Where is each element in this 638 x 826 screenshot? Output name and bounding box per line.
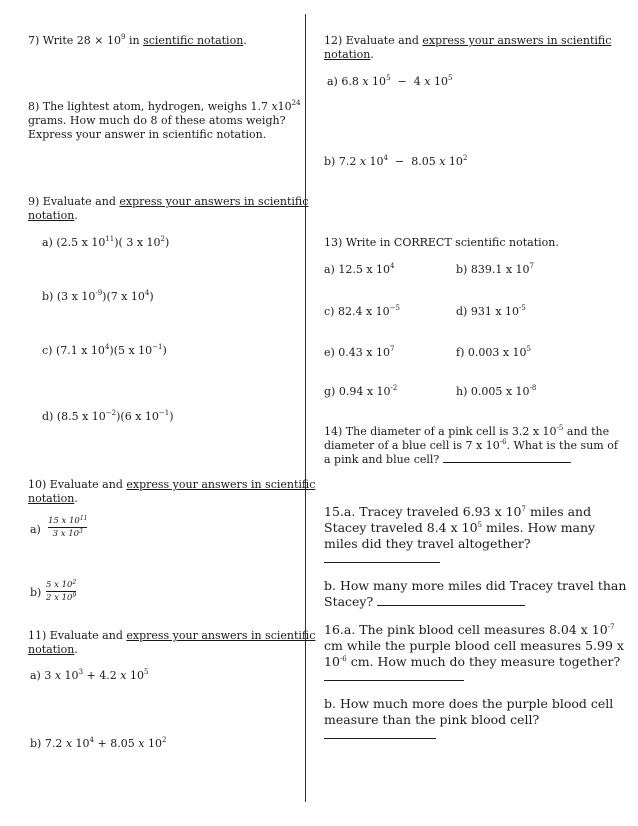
q9b-exp1: -9 xyxy=(95,289,103,297)
q13-item-b xyxy=(456,262,534,277)
q15b-text: Stacey? xyxy=(324,594,378,609)
q9-intro-text: 9) Evaluate and xyxy=(28,195,120,208)
q13b-text: b) 839.1 x 10 xyxy=(456,263,530,276)
q13-item-a xyxy=(324,262,395,277)
q11a-x1: x xyxy=(54,669,62,682)
question-9-intro-line-2 xyxy=(28,208,78,223)
q10-part-a-label: a) xyxy=(30,523,41,536)
q9c-text: c) (7.1 x 10 xyxy=(42,344,105,357)
q9d-exp2: −1 xyxy=(158,409,170,417)
q11b-operator: + xyxy=(94,737,111,750)
q14-text-2b: . What is the sum of xyxy=(506,439,618,452)
question-15a-line-3: miles did they travel altogether? xyxy=(324,536,531,551)
q12a-exp2: 5 xyxy=(447,74,453,82)
q12a-operator: − xyxy=(390,75,414,88)
q9d-text: d) (8.5 x 10 xyxy=(42,410,106,423)
question-7 xyxy=(28,33,247,48)
q11b-x2: x xyxy=(138,737,145,750)
q10b-num-text: 5 x 10 xyxy=(46,580,73,590)
q13h-text: h) 0.005 x 10 xyxy=(456,385,530,398)
q12a-base2: 10 xyxy=(430,75,448,88)
q16-text-3b: cm. How much do they measure together? xyxy=(346,654,621,669)
q16-exp-1: -7 xyxy=(607,623,615,631)
q9b-exp2: 4 xyxy=(144,289,150,297)
q10a-den-text: 3 x 10 xyxy=(52,529,80,539)
q12b-x1: x xyxy=(359,155,367,168)
q12b-coef: b) 7.2 xyxy=(324,155,360,168)
q9a-text: a) (2.5 x 10 xyxy=(42,236,106,249)
q13-item-g xyxy=(324,384,397,399)
q13-item-e xyxy=(324,345,394,360)
q11b-base1: 10 xyxy=(72,737,90,750)
q7-underlined-text: scientific notation xyxy=(143,34,244,47)
q13g-exp: -2 xyxy=(390,384,398,392)
q10b-den-text: 2 x 10 xyxy=(46,593,73,603)
q9a-close: ) xyxy=(165,236,170,249)
q16-exp-3: -6 xyxy=(339,655,347,663)
q12a-exp1: 5 xyxy=(386,74,391,82)
q12-underlined-notation: notation xyxy=(324,48,371,61)
question-8-line-1 xyxy=(28,99,301,114)
q12b-x2: x xyxy=(439,155,446,168)
q13b-exp: 7 xyxy=(529,262,534,270)
q12b-base1: 10 xyxy=(366,155,384,168)
q13-item-f xyxy=(456,345,531,360)
q16a-answer-blank[interactable] xyxy=(324,670,464,681)
q16-text-3: 10 xyxy=(324,654,340,669)
q9d-close: ) xyxy=(169,410,174,423)
q10a-num-text: 15 x 10 xyxy=(48,516,80,526)
question-10-intro xyxy=(28,477,315,492)
q9-part-d xyxy=(42,409,174,424)
q9b-mid: )(7 x 10 xyxy=(102,290,145,303)
q13g-text: g) 0.94 x 10 xyxy=(324,385,391,398)
q10-part-b-fraction xyxy=(46,580,76,603)
question-11-intro xyxy=(28,628,315,643)
q11b-base2: 10 xyxy=(144,737,162,750)
q7-text-mid: in xyxy=(125,34,144,47)
question-13-intro: 13) Write in CORRECT scientific notation. xyxy=(324,236,559,249)
question-16a-line-2: cm while the purple blood cell measures 5.99 x xyxy=(324,638,624,653)
q9c-close: ) xyxy=(162,344,167,357)
q11b-x1: x xyxy=(65,737,73,750)
q12b-exp1: 4 xyxy=(383,154,389,162)
question-16a-line-1 xyxy=(324,622,615,638)
q9b-close: ) xyxy=(149,290,154,303)
question-10-intro-line-2 xyxy=(28,491,78,506)
q10b-den-exp: 9 xyxy=(72,592,77,599)
q12a-coef: a) 6.8 xyxy=(327,75,363,88)
q11a-exp2: 5 xyxy=(143,668,149,676)
q9c-exp1: 4 xyxy=(104,343,110,351)
q15-text-2b: miles. How many xyxy=(482,520,596,535)
q10-period: . xyxy=(74,492,78,505)
q10b-denominator xyxy=(46,593,76,603)
q14-text-1b: and the xyxy=(563,425,610,438)
q12a-coef2: 4 xyxy=(413,75,425,88)
q7-text: 7) Write 28 × 10 xyxy=(28,34,122,47)
q11a-base2: 10 xyxy=(126,669,144,682)
question-15b-line-1: b. How many more miles did Tracey travel than xyxy=(324,578,627,593)
q13d-exp: -5 xyxy=(519,304,526,312)
q9c-exp2: −1 xyxy=(152,343,163,351)
q16b-answer-blank[interactable] xyxy=(324,728,436,739)
q13f-exp: 5 xyxy=(526,345,532,353)
q11b-coef: b) 7.2 xyxy=(30,737,66,750)
question-8-line-3: Express your answer in scientific notation. xyxy=(28,128,267,141)
q11a-operator: + xyxy=(83,669,100,682)
q12a-x1: x xyxy=(362,75,369,88)
q14-exp-2: -6 xyxy=(499,438,507,446)
q11a-base1: 10 xyxy=(61,669,79,682)
q11-underlined-notation: notation xyxy=(28,643,75,656)
q10-intro-text: 10) Evaluate and xyxy=(28,478,127,491)
q11a-exp1: 3 xyxy=(78,668,84,676)
q10b-num-exp: 2 xyxy=(72,579,77,586)
q10a-num-exp: 11 xyxy=(79,515,88,522)
q13h-exp: -8 xyxy=(529,384,537,392)
q9-part-b xyxy=(42,289,154,304)
q13f-text: f) 0.003 x 10 xyxy=(456,346,527,359)
question-16a-line-3 xyxy=(324,654,620,670)
q7-period: . xyxy=(243,34,247,47)
q12b-operator: − xyxy=(388,155,412,168)
q10-underlined-notation: notation xyxy=(28,492,75,505)
q10a-numerator xyxy=(48,516,87,526)
q9-period: . xyxy=(74,209,78,222)
q12a-x2: x xyxy=(424,75,431,88)
column-divider xyxy=(305,14,306,802)
q9-underlined-text: express your answers in scientific xyxy=(119,195,309,208)
question-9-intro xyxy=(28,194,308,209)
question-8-line-2: grams. How much do 8 of these atoms weigh? xyxy=(28,114,286,127)
q10a-denominator xyxy=(53,529,83,539)
q13-item-c xyxy=(324,304,400,319)
q11b-exp2: 2 xyxy=(161,736,167,744)
q10a-den-exp: 3 xyxy=(79,528,83,535)
q14-text-1: 14) The diameter of a pink cell is 3.2 x 10 xyxy=(324,425,557,438)
q15-text-1b: miles and xyxy=(525,504,592,519)
q12b-coef2: 8.05 xyxy=(411,155,440,168)
q7-exponent: 9 xyxy=(121,33,126,41)
q13-item-h xyxy=(456,384,536,399)
q8-base: 10 xyxy=(277,100,292,113)
question-14-line-2 xyxy=(324,438,618,453)
q9d-exp1: −2 xyxy=(105,409,117,417)
q11-part-a xyxy=(30,668,148,683)
q14-exp-1: -5 xyxy=(556,424,564,432)
q9-part-a xyxy=(42,235,169,250)
q9-part-c xyxy=(42,343,167,358)
q8-text: 8) The lightest atom, hydrogen, weighs 1.7 xyxy=(28,100,272,113)
q9d-mid: )(6 x 10 xyxy=(116,410,159,423)
q15-text-1: 15.a. Tracey traveled 6.93 x 10 xyxy=(324,504,522,519)
q14-answer-blank[interactable] xyxy=(443,452,571,463)
q13c-text: c) 82.4 x 10 xyxy=(324,305,390,318)
question-11-intro-line-2 xyxy=(28,642,78,657)
q9-underlined-notation: notation xyxy=(28,209,75,222)
q11a-coef: a) 3 xyxy=(30,669,55,682)
q10b-numerator xyxy=(46,580,76,590)
q15b-answer-blank[interactable] xyxy=(377,595,525,606)
question-14-line-1 xyxy=(324,424,609,439)
q13e-exp: 7 xyxy=(389,345,395,353)
q13a-text: a) 12.5 x 10 xyxy=(324,263,391,276)
q10-part-a-fraction xyxy=(48,516,87,539)
q15a-answer-blank[interactable] xyxy=(324,552,440,563)
question-15a-line-2 xyxy=(324,520,595,536)
q14-text-3: a pink and blue cell? xyxy=(324,453,443,466)
q11-underlined-text: express your answers in scientific xyxy=(126,629,316,642)
q15-text-2: Stacey traveled 8.4 x 10 xyxy=(324,520,478,535)
question-12-intro-line-2 xyxy=(324,47,374,62)
q14-text-2: diameter of a blue cell is 7 x 10 xyxy=(324,439,500,452)
q13c-exp: −5 xyxy=(389,304,400,312)
question-15b-line-2 xyxy=(324,594,525,610)
q11-intro-text: 11) Evaluate and xyxy=(28,629,127,642)
q16-text-1: 16.a. The pink blood cell measures 8.04 x 10 xyxy=(324,622,608,637)
q9c-mid: )(5 x 10 xyxy=(109,344,153,357)
q9b-text: b) (3 x 10 xyxy=(42,290,96,303)
q12-part-a xyxy=(327,74,452,89)
q10-part-b-label: b) xyxy=(30,586,42,599)
question-15a-line-1 xyxy=(324,504,591,520)
q11a-coef2: 4.2 xyxy=(99,669,121,682)
question-14-line-3 xyxy=(324,452,571,467)
q12-period: . xyxy=(370,48,374,61)
q9a-exp1: 11 xyxy=(105,235,115,243)
q12b-exp2: 2 xyxy=(462,154,468,162)
q13a-exp: 4 xyxy=(390,262,395,270)
q12-intro-text: 12) Evaluate and xyxy=(324,34,423,47)
q11-part-b xyxy=(30,736,166,751)
q13-item-d xyxy=(456,304,526,319)
q11-period: . xyxy=(74,643,78,656)
q8-exponent: 24 xyxy=(291,99,301,107)
q12-underlined-text: express your answers in scientific xyxy=(422,34,612,47)
q15-exp-1: 7 xyxy=(521,505,526,513)
q13e-text: e) 0.43 x 10 xyxy=(324,346,390,359)
q11b-exp1: 4 xyxy=(89,736,95,744)
q9a-exp2: 2 xyxy=(160,235,165,243)
q10-underlined-text: express your answers in scientific xyxy=(126,478,316,491)
question-12-intro xyxy=(324,33,611,48)
question-16b-line-1: b. How much more does the purple blood cell xyxy=(324,696,614,711)
q12b-base2: 10 xyxy=(445,155,463,168)
q9a-mid: )( 3 x 10 xyxy=(114,236,161,249)
q11b-coef2: 8.05 xyxy=(110,737,139,750)
q8-times-x: x xyxy=(271,100,278,113)
q15-exp-2: 5 xyxy=(477,521,483,529)
q12a-base1: 10 xyxy=(368,75,387,88)
q12-part-b xyxy=(324,154,467,169)
question-16b-line-2: measure than the pink blood cell? xyxy=(324,712,540,727)
q13d-text: d) 931 x 10 xyxy=(456,305,520,318)
q11a-x2: x xyxy=(120,669,127,682)
